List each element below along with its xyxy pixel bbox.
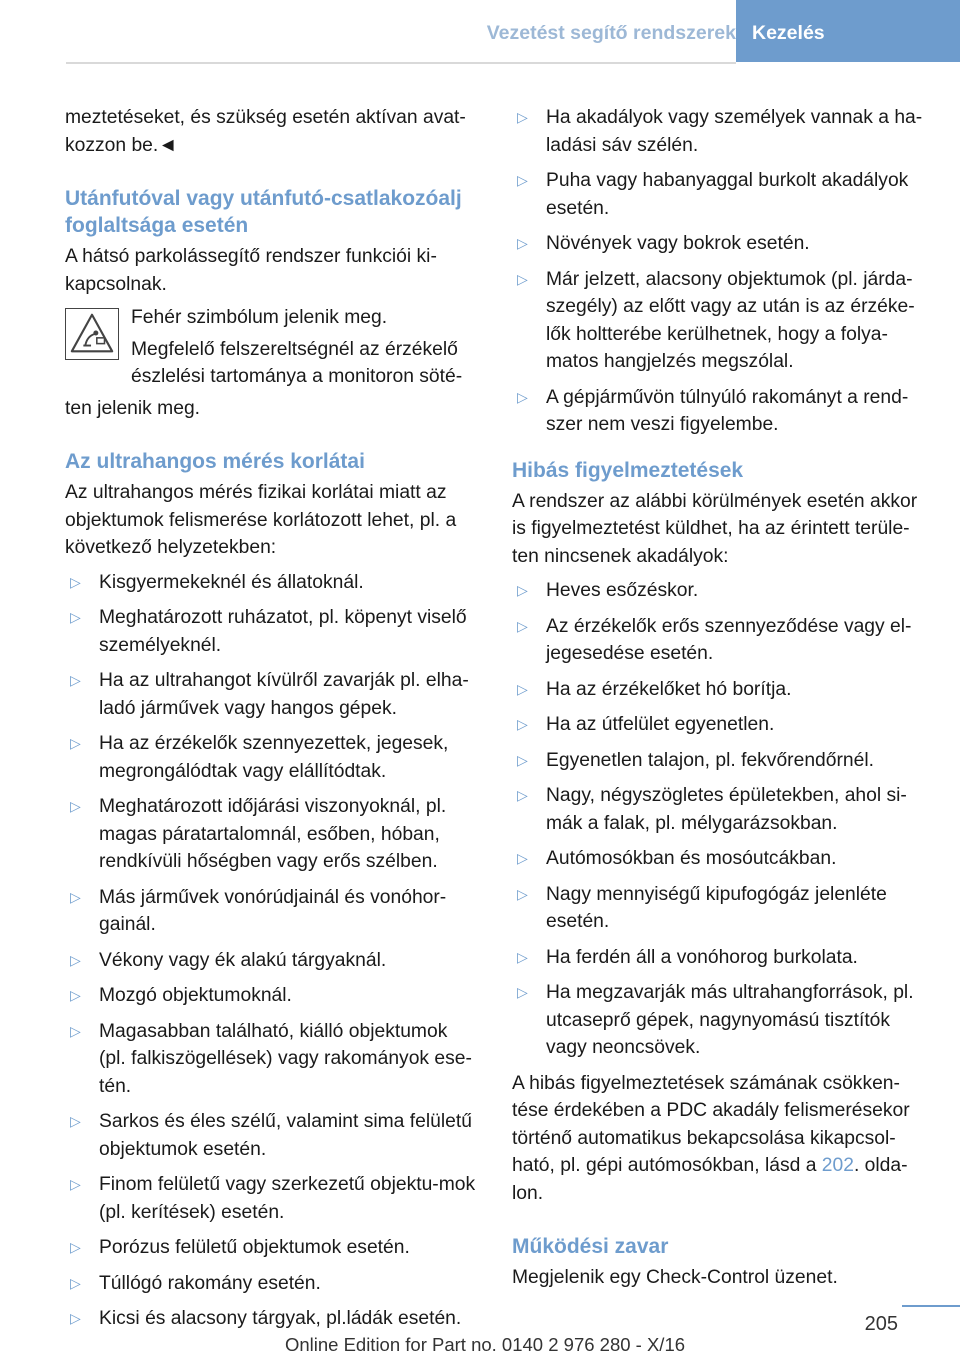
bullet-triangle-icon: ▷ — [517, 235, 528, 251]
bullet-triangle-icon: ▷ — [517, 582, 528, 598]
list-item: ▷ Porózus felületű objektumok esetén. — [65, 1234, 479, 1262]
list-item: ▷ Az érzékelők erős szennyeződése vagy el-jegesedése esetén. — [512, 613, 928, 668]
ultrasound-paragraph: Az ultrahangos mérés fizikai korlátai miatt az objektumok felismerése korlátozott lehet, pl. a következő helyzetekben: — [65, 482, 457, 558]
list-item: ▷ Ha az érzékelők szennyezettek, jegesek, megrongálódtak vagy elállítódtak. — [65, 730, 479, 785]
list-item: ▷ Ha akadályok vagy személyek vannak a ha-ladási sáv szélén. — [512, 104, 928, 159]
list-item: ▷ Ha az útfelület egyenetlen. — [512, 711, 928, 739]
list-item: ▷ Kicsi és alacsony tárgyak, pl.ládák esetén. — [65, 1305, 479, 1333]
bullet-triangle-icon: ▷ — [70, 987, 81, 1003]
trailer-heading: Utánfutóval vagy utánfutó-csatlakozóalj foglaltsága esetén — [65, 187, 462, 237]
bullet-triangle-icon: ▷ — [70, 1239, 81, 1255]
trailer-hitch-icon — [65, 308, 119, 360]
list-item: ▷ Sarkos és éles szélű, valamint sima felületű objektumok esetén. — [65, 1108, 479, 1163]
page-header — [0, 0, 960, 62]
false-warnings-list — [512, 577, 928, 1062]
bullet-triangle-icon: ▷ — [517, 885, 528, 902]
bullet-triangle-icon: ▷ — [70, 573, 81, 590]
list-item: ▷ Autómosókban és mosóutcákban. — [512, 845, 928, 873]
list-item: ▷ Meghatározott ruházatot, pl. köpenyt viselő személyeknél. — [65, 604, 479, 659]
intro-paragraph: meztetéseket, és szükség esetén aktívan avat-kozzon be.◄ — [65, 107, 466, 156]
footer-edition: Online Edition for Part no. 0140 2 976 280 - X/16 — [284, 1334, 686, 1355]
bullet-triangle-icon: ▷ — [517, 716, 528, 732]
left-column — [65, 104, 479, 1341]
list-item: ▷ Ha az érzékelőket hó borítja. — [512, 676, 928, 704]
ultrasound-heading: Az ultrahangos mérés korlátai — [65, 450, 365, 473]
list-item: ▷ Ha megzavarják más ultrahangforrások, pl. utcaseprő gépek, nagynyomású tisztítók vagy neoncsövek. — [512, 979, 928, 1062]
bullet-triangle-icon: ▷ — [70, 798, 81, 814]
footer-accent-rule — [902, 1305, 960, 1307]
list-item: ▷ Nagy mennyiségű kipufogógáz jelenléte esetén. — [512, 881, 928, 936]
trailer-paragraph: A hátsó parkolássegítő rendszer funkciói ki-kapcsolnak. — [65, 246, 437, 295]
right-column — [512, 104, 928, 1292]
list-item: ▷ Nagy, négyszögletes épületekben, ahol si-mák a falak, pl. mélygarázsokban. — [512, 782, 928, 837]
list-item: ▷ Mozgó objektumoknál. — [65, 982, 479, 1010]
bullet-triangle-icon: ▷ — [517, 388, 528, 405]
bullet-triangle-icon: ▷ — [517, 984, 528, 1000]
page-reference-link[interactable]: 202 — [821, 1155, 854, 1176]
list-item: ▷ Vékony vagy ék alakú tárgyaknál. — [65, 947, 479, 975]
list-item: ▷ Magasabban található, kiálló objektumok (pl. falkiszögellések) vagy rakományok ese-tén. — [65, 1018, 479, 1101]
bullet-triangle-icon: ▷ — [70, 1022, 81, 1039]
header-section-title: Vezetést segítő rendszerek — [486, 22, 736, 44]
false-warnings-heading: Hibás figyelmeztetések — [512, 458, 744, 482]
list-item: ▷ Heves esőzéskor. — [512, 577, 928, 605]
bullet-triangle-icon: ▷ — [70, 1310, 81, 1326]
bullet-triangle-icon: ▷ — [70, 1274, 81, 1291]
list-item: ▷ Kisgyermekeknél és állatoknál. — [65, 569, 479, 597]
symbol-note — [65, 304, 479, 422]
ultrasound-limits-list — [65, 569, 479, 1333]
list-item: ▷ Puha vagy habanyaggal burkolt akadályok esetén. — [512, 167, 928, 222]
bullet-triangle-icon: ▷ — [517, 617, 528, 634]
list-item: ▷ Egyenetlen talajon, pl. fekvőrendőrnél. — [512, 747, 928, 775]
malfunction-heading: Működési zavar — [512, 1235, 669, 1258]
list-item: ▷ A gépjárművön túlnyúló rakományt a rend-szer nem veszi figyelembe. — [512, 384, 928, 439]
bullet-triangle-icon: ▷ — [517, 751, 528, 768]
bullet-triangle-icon: ▷ — [517, 680, 528, 697]
bullet-triangle-icon: ▷ — [70, 951, 81, 968]
symbol-line-2: Megfelelő felszereltségnél az érzékelő észlelési tartománya a monitoron söté- — [131, 338, 463, 387]
list-item: ▷ Növények vagy bokrok esetén. — [512, 230, 928, 258]
list-item: ▷ Már jelzett, alacsony objektumok (pl. járda-szegély) az előtt vagy az után is az érzéke-lők holtterébe kerülhetnek, hogy a folya-matos hangjelzés megszólal. — [512, 266, 928, 376]
bullet-triangle-icon: ▷ — [517, 850, 528, 866]
bullet-triangle-icon: ▷ — [517, 948, 528, 965]
ultrasound-limits-list-continued — [512, 104, 928, 439]
bullet-triangle-icon: ▷ — [70, 735, 81, 751]
bullet-triangle-icon: ▷ — [70, 1113, 81, 1129]
bullet-triangle-icon: ▷ — [517, 787, 528, 803]
bullet-triangle-icon: ▷ — [517, 270, 528, 287]
bullet-triangle-icon: ▷ — [70, 672, 81, 688]
list-item: ▷ Ha az ultrahangot kívülről zavarják pl. elha-ladó járművek vagy hangos gépek. — [65, 667, 479, 722]
bullet-triangle-icon: ▷ — [517, 172, 528, 188]
symbol-line-2-end: ten jelenik meg. — [65, 397, 201, 419]
symbol-line-1: Fehér szimbólum jelenik meg. — [131, 307, 388, 328]
list-item: ▷ Meghatározott időjárási viszonyoknál, pl. magas páratartalomnál, esőben, hóban, rendkívüli hőségben vagy erős szélben. — [65, 793, 479, 876]
false-warnings-paragraph: A rendszer az alábbi körülmények esetén akkor is figyelmeztetést küldhet, ha az érintett terüle-ten nincsenek akadályok: — [512, 490, 918, 567]
bullet-triangle-icon: ▷ — [70, 888, 81, 905]
list-item: ▷ Ha ferdén áll a vonóhorog burkolata. — [512, 944, 928, 972]
page-number: 205 — [864, 1313, 898, 1335]
malfunction-paragraph: Megjelenik egy Check-Control üzenet. — [512, 1267, 838, 1288]
header-chapter-tab: Kezelés — [736, 0, 960, 62]
list-item: ▷ Finom felületű vagy szerkezetű objektu-mok (pl. kerítések) esetén. — [65, 1171, 479, 1226]
list-item: ▷ Más járművek vonórúdjainál és vonóhor-gainál. — [65, 884, 479, 939]
list-item: ▷ Túllógó rakomány esetén. — [65, 1270, 479, 1298]
bullet-triangle-icon: ▷ — [70, 1176, 81, 1192]
header-divider — [66, 62, 736, 64]
pdc-reduce-paragraph: A hibás figyelmeztetések számának csökken-tése érdekében a PDC akadály felismerésekor történő automatikus bekapcsolása kikapcsol-ható, pl. gépi autómosókban, lásd a 202. olda-lon. — [512, 1072, 910, 1204]
bullet-triangle-icon: ▷ — [517, 109, 528, 125]
bullet-triangle-icon: ▷ — [70, 609, 81, 625]
